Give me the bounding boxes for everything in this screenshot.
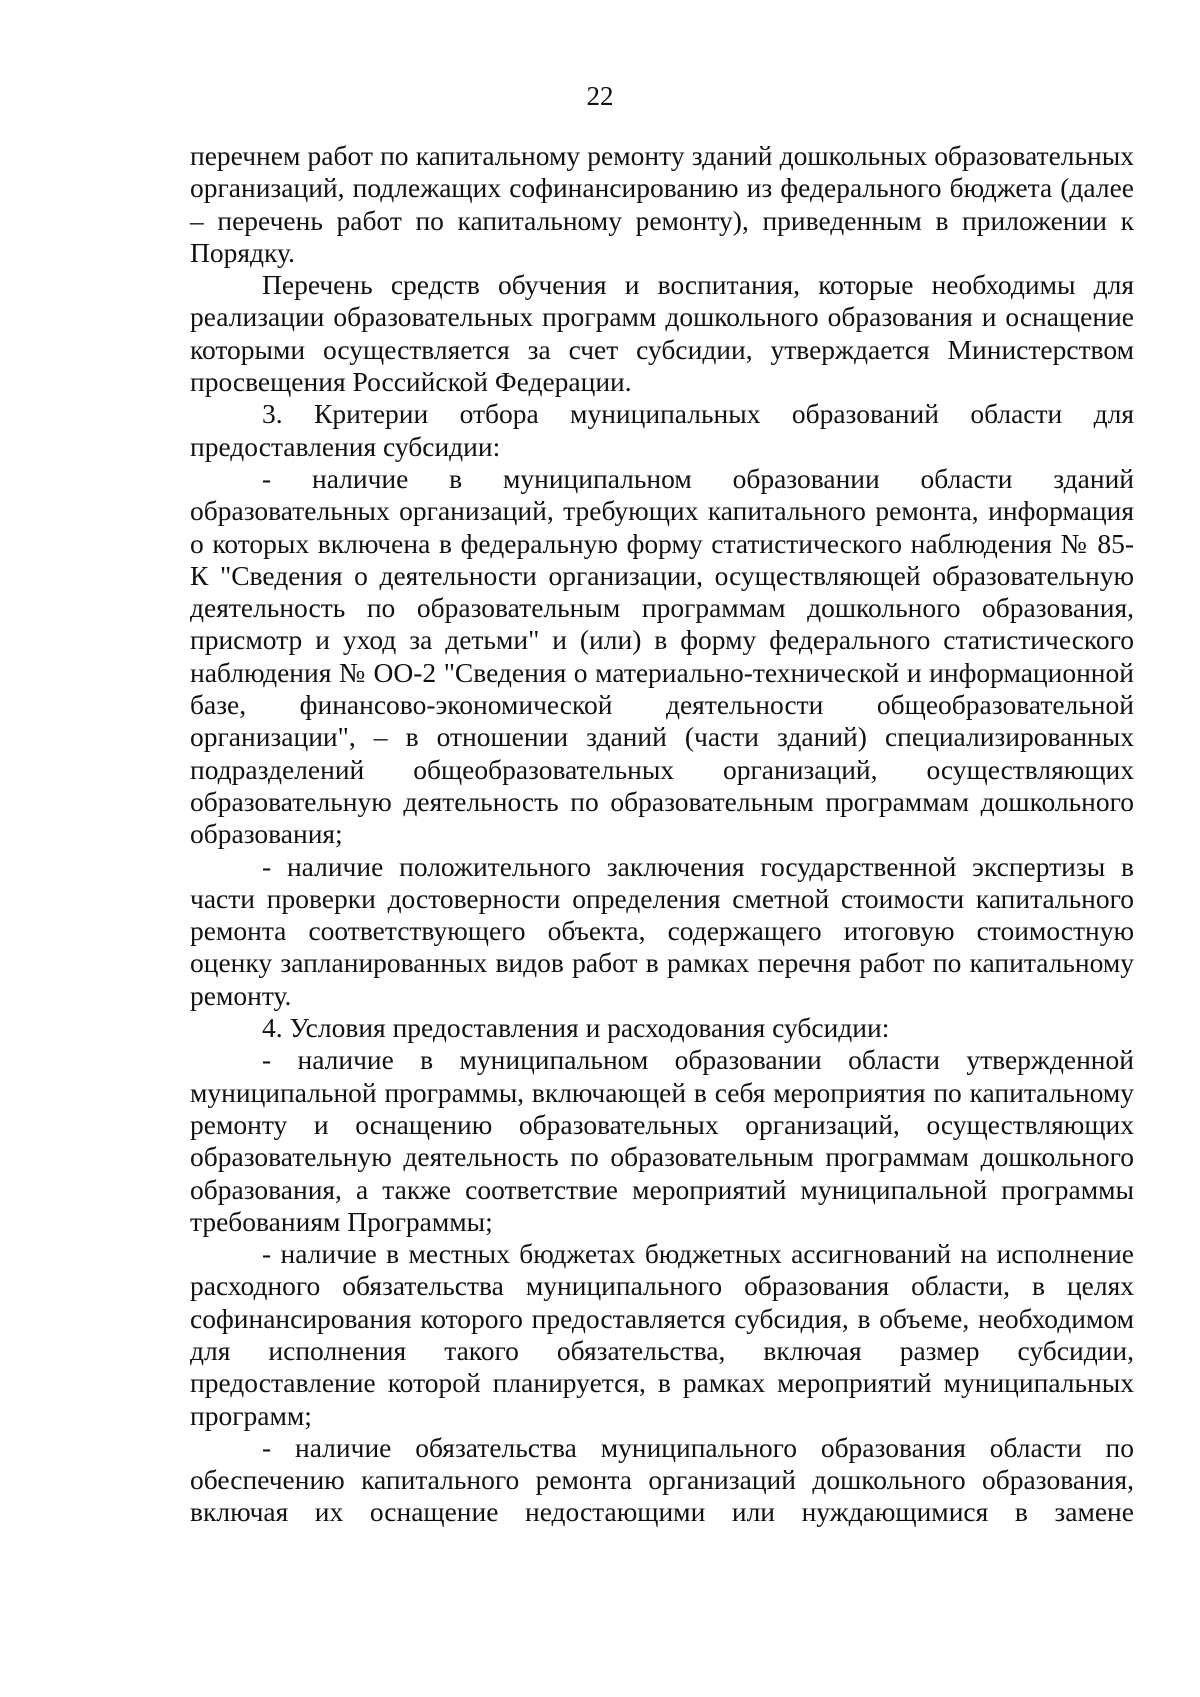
paragraph-condition-budget: - наличие в местных бюджетах бюджетных ассигнований на исполнение расходного обязательства муниципального образования области, в целях софинансирования которого предоставляется субсидия, в объеме, необходимом для исполнения такого обязательства, включая размер субсидии, предоставление которой планируется, в рамках мероприятий муниципальных программ; [190,1238,1134,1431]
paragraph-continuation: перечнем работ по капитальному ремонту зданий дошкольных образовательных организаций, подлежащих софинансированию из федерального бюджета (далее – перечень работ по капитальному ремонту), приведенным в приложении к Порядку. [190,140,1134,268]
page-number: 22 [586,81,614,111]
paragraph-learning-tools: Перечень средств обучения и воспитания, которые необходимы для реализации образовательных программ дошкольного образования и оснащение которыми осуществляется за счет субсидии, утверждается Министерством просвещения Российской Федерации. [190,269,1134,398]
paragraph-condition-program: - наличие в муниципальном образовании области утвержденной муниципальной программы, включающей в себя мероприятия по капитальному ремонту и оснащению образовательных организаций, осуществляющих образовательную деятельность по образовательным программам дошкольного образования, а также соответствие мероприятий муниципальной программы требованиям Программы; [190,1044,1134,1237]
paragraph-condition-obligation: - наличие обязательства муниципального образования области по обеспечению капитального ремонта организаций дошкольного образования, включая их оснащение недостающими или нуждающимися в замене [190,1431,1134,1528]
paragraph-selection-criteria-heading: 3. Критерии отбора муниципальных образований области для предоставления субсидии: [190,398,1134,462]
paragraph-criterion-expertise: - наличие положительного заключения государственной экспертизы в части проверки достоверности определения сметной стоимости капитального ремонта соответствующего объекта, содержащего итоговую стоимостную оценку запланированных видов работ в рамках перечня работ по капитальному ремонту. [190,850,1134,1011]
paragraph-criterion-buildings: - наличие в муниципальном образовании области зданий образовательных организаций, требующих капитального ремонта, информация о которых включена в федеральную форму статистического наблюдения № 85-К "Сведения о деятельности организации, осуществляющей образовательную деятельность по образовательным программам дошкольного образования, присмотр и уход за детьми" и (или) в форму федерального статистического наблюдения № ОО-2 "Сведения о материально-технической и информационной базе, финансово-экономической деятельности общеобразовательной организации", – в отношении зданий (части зданий) специализированных подразделений общеобразовательных организаций, осуществляющих образовательную деятельность по образовательным программам дошкольного образования; [190,462,1134,850]
paragraph-conditions-heading: 4. Условия предоставления и расходования субсидии: [262,1012,890,1044]
document-body [190,140,1134,1529]
